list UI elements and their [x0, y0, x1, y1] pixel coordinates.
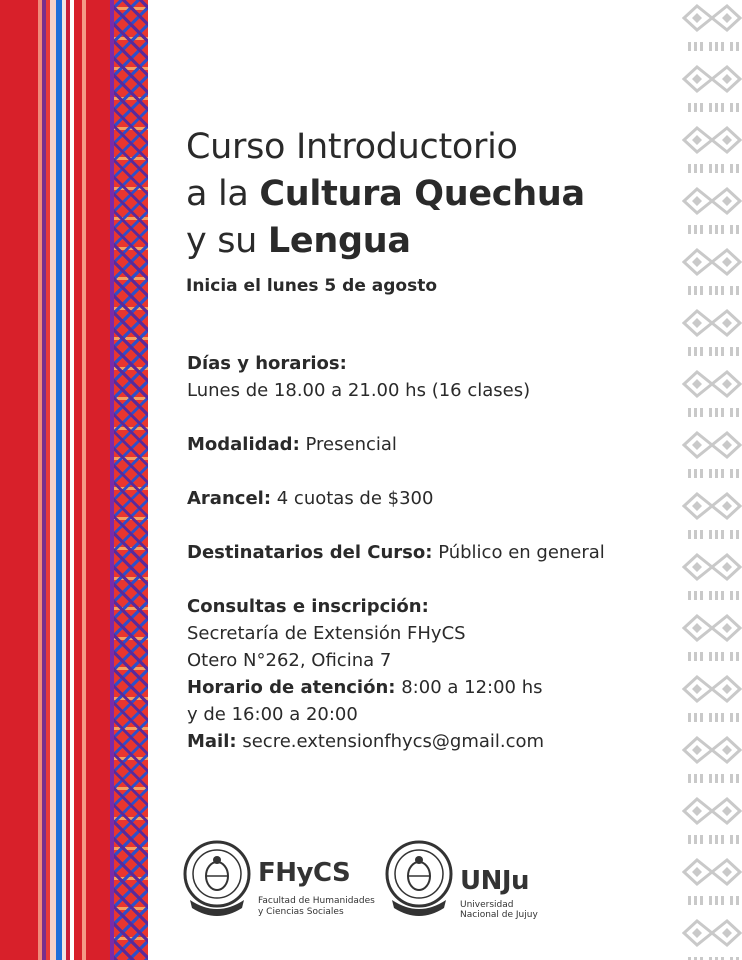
contact-address: Otero N°262, Oficina 7: [187, 650, 392, 671]
pattern-motif: [678, 244, 742, 305]
hours-value-2: y de 16:00 a 20:00: [187, 704, 358, 725]
schedule-extra: (16 clases): [431, 380, 531, 401]
institution-logos: [182, 838, 552, 928]
title-line-2-bold: Cultura Quechua: [259, 174, 585, 214]
pattern-motif: [678, 488, 742, 549]
pattern-motif: [678, 732, 742, 793]
audience-label: Destinatarios del Curso:: [187, 542, 433, 563]
mail-value[interactable]: secre.extensionfhycs@gmail.com: [242, 731, 545, 752]
fhycs-logo: [182, 838, 382, 928]
pattern-motif: [678, 610, 742, 671]
course-info: [187, 350, 677, 782]
modality-block: [187, 431, 677, 458]
audience-block: [187, 539, 677, 566]
university-seal-icon: [182, 838, 252, 924]
audience-value: Público en general: [438, 542, 605, 563]
start-date: Inicia el lunes 5 de agosto: [186, 276, 438, 296]
schedule-label: Días y horarios:: [187, 353, 347, 374]
pattern-motif: [678, 549, 742, 610]
pattern-motif: [678, 671, 742, 732]
fhycs-sub-2: y Ciencias Sociales: [258, 907, 344, 917]
unju-sub-1: Universidad: [460, 900, 514, 910]
contact-office: Secretaría de Extensión FHyCS: [187, 623, 466, 644]
pattern-motif: [678, 793, 742, 854]
schedule-block: [187, 350, 677, 404]
fee-label: Arancel:: [187, 488, 272, 509]
title-line-1: Curso Introductorio: [186, 127, 518, 167]
pattern-motif: [678, 61, 742, 122]
pattern-motif: [678, 854, 742, 915]
pattern-motif: [678, 0, 742, 61]
unju-name: UNJu: [460, 866, 530, 896]
woven-pattern-band: [114, 0, 148, 960]
right-geometric-pattern: [678, 0, 742, 960]
fhycs-name: FHyCS: [258, 858, 351, 888]
contact-label: Consultas e inscripción:: [187, 596, 429, 617]
hours-value: 8:00 a 12:00 hs: [401, 677, 543, 698]
fhycs-sub-1: Facultad de Humanidades: [258, 896, 375, 906]
fee-value: 4 cuotas de $300: [276, 488, 434, 509]
pattern-motif: [678, 122, 742, 183]
modality-label: Modalidad:: [187, 434, 300, 455]
title-line-2-prefix: a la: [186, 174, 260, 214]
university-seal-icon: [384, 838, 454, 924]
unju-logo: [384, 838, 554, 928]
header-block: [186, 124, 676, 297]
title-line-3-bold: Lengua: [267, 221, 411, 261]
pattern-motif: [678, 305, 742, 366]
modality-value: Presencial: [305, 434, 397, 455]
hours-label: Horario de atención:: [187, 677, 396, 698]
band-edge: [148, 0, 152, 960]
schedule-value: Lunes de 18.00 a 21.00 hs: [187, 380, 426, 401]
fee-block: [187, 485, 677, 512]
pattern-motif: [678, 183, 742, 244]
contact-block: [187, 593, 677, 755]
pattern-motif: [678, 915, 742, 960]
title-line-3-prefix: y su: [186, 221, 268, 261]
course-title: [186, 124, 676, 265]
pattern-motif: [678, 366, 742, 427]
mail-label: Mail:: [187, 731, 237, 752]
pattern-motif: [678, 427, 742, 488]
unju-sub-2: Nacional de Jujuy: [460, 910, 538, 920]
